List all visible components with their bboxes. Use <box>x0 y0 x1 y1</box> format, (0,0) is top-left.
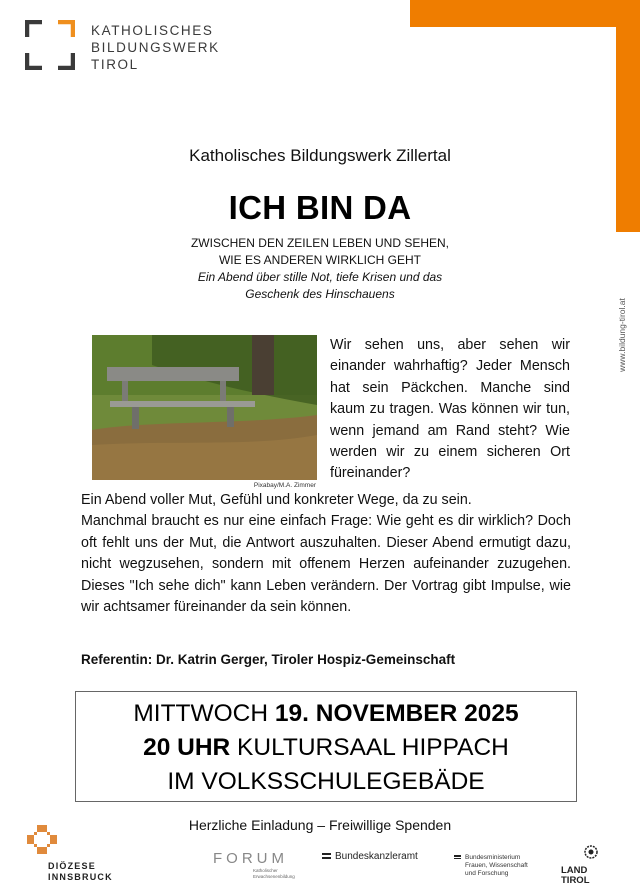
logo-line: INNSBRUCK <box>48 872 113 882</box>
description-lead: Ein Abend voller Mut, Gefühl und konkreter Wege, da zu sein. <box>81 492 472 508</box>
logo-line: TIROL <box>561 875 590 886</box>
logo-line: KATHOLISCHES <box>91 23 214 38</box>
logo-line: und Forschung <box>465 870 509 877</box>
forum-subtitle <box>253 868 295 879</box>
logo-line: LAND <box>561 865 588 876</box>
logo-line: BILDUNGSWERK <box>91 40 220 55</box>
bka-label: Bundeskanzleramt <box>335 851 418 862</box>
logo-line: DIÖZESE <box>48 861 96 871</box>
website-url-text: www.bildung-tirol.at <box>617 298 627 372</box>
orange-corner-bar-top <box>410 0 640 27</box>
bmfwf-logo <box>454 854 528 878</box>
kbw-logo-text <box>91 22 220 73</box>
logo-line: Bundesministerium <box>465 854 521 861</box>
time-venue-line <box>76 731 576 765</box>
event-date: 19. NOVEMBER 2025 <box>274 700 519 727</box>
event-subtitle <box>0 235 640 303</box>
weekday: MITTWOCH <box>133 700 269 727</box>
logo-line: TIROL <box>91 57 139 72</box>
tagline-line: Ein Abend über stille Not, tiefe Krisen und das <box>197 270 443 284</box>
event-title: ICH BIN DA <box>228 189 412 226</box>
website-url[interactable] <box>612 290 632 380</box>
logo-line: Katholischer <box>253 868 278 873</box>
logo-line: Frauen, Wissenschaft <box>465 862 528 869</box>
tirol-eagle-icon <box>583 844 599 860</box>
logo-line: Erwachsenenbildung <box>253 873 295 879</box>
invitation: Herzliche Einladung – Freiwillige Spenden <box>188 817 452 833</box>
event-building: IM VOLKSSCHULEGEBÄDE <box>167 768 485 795</box>
land-tirol-logo <box>561 866 590 886</box>
event-details-box <box>75 691 577 802</box>
austria-flag-icon <box>322 851 331 861</box>
subtitle-line: WIE ES ANDEREN WIRKLICH GEHT <box>218 253 422 267</box>
description-paragraph: Manchmal braucht es nur eine einfach Frage: Wie geht es dir wirklich? Doch oft fehlt uns der Mut, die Antwort auszuhalten. Dieser Abend ermutigt dazu, nicht wegzusehen, sondern mit offenem Herzen aufeinander zuzugehen. Dieses "Ich sehe dich" kann Leben verändern. Der Vortrag gibt Impulse, wie wir achtsamer füreinander da sein können. <box>81 513 571 616</box>
forum-logo: FORUM <box>213 850 288 867</box>
intro-text: Wir sehen uns, aber sehen wir einander wahrhaftig? Jeder Mensch hat sein Päckchen. Manche sind kaum zu tragen. Was können wir tun, wenn jemand am Rand steht? Wie werden wir zu einem sicheren Ort füreinander? <box>330 337 570 482</box>
bench-photo <box>92 335 317 480</box>
austria-flag-icon <box>454 854 461 860</box>
speaker: Referentin: Dr. Katrin Gerger, Tiroler Hospiz-Gemeinschaft <box>81 652 456 667</box>
event-venue: KULTURSAAL HIPPACH <box>237 734 509 761</box>
organizer: Katholisches Bildungswerk Zillertal <box>189 146 451 165</box>
bka-logo <box>322 851 418 862</box>
description <box>81 490 571 618</box>
dioezese-logo-text <box>48 861 113 883</box>
subtitle-line: ZWISCHEN DEN ZEILEN LEBEN UND SEHEN, <box>190 236 450 250</box>
date-line <box>76 697 576 731</box>
tagline-line: Geschenk des Hinschauens <box>245 287 395 301</box>
photo-credit: Pixabay/M.A. Zimmer <box>253 482 316 489</box>
bracket-frame-icon <box>25 20 75 70</box>
event-time: 20 UHR <box>143 734 231 761</box>
